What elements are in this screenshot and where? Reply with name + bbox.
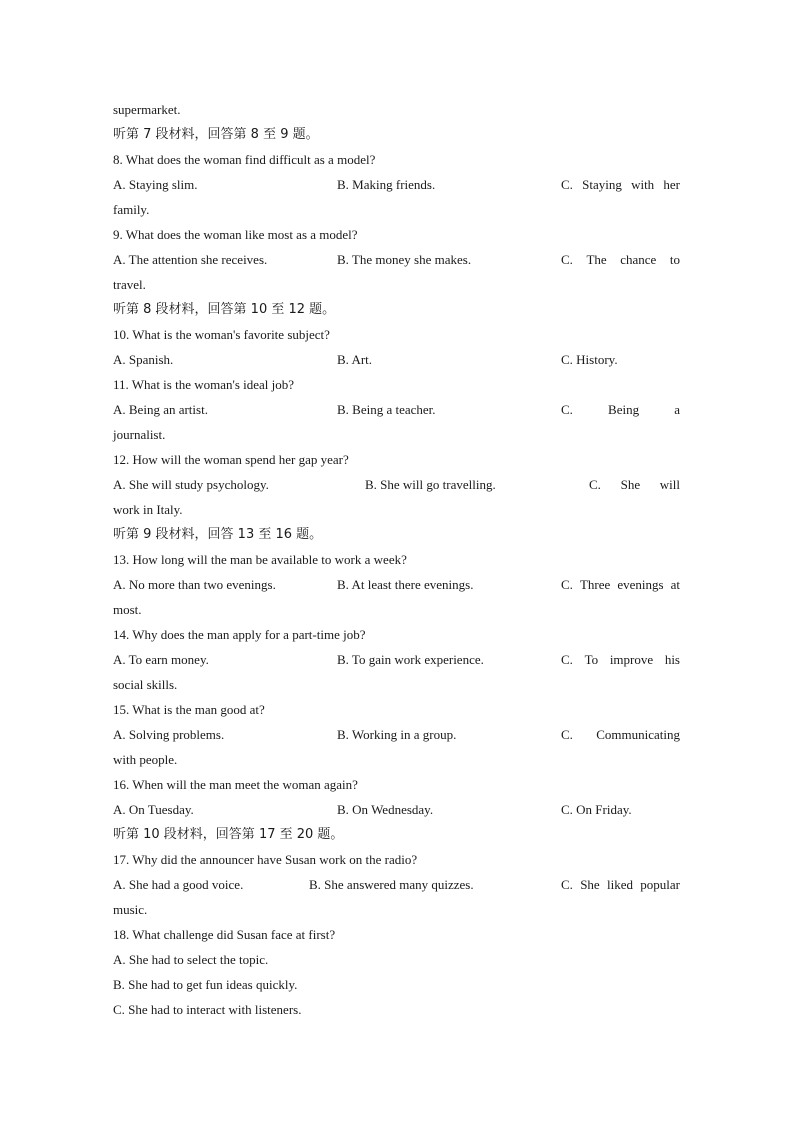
section-heading: 听第 10 段材料，回答第 17 至 20 题。 (113, 827, 344, 842)
option-a: A. Spanish. (113, 352, 174, 367)
option-b: B. She will go travelling. (365, 477, 496, 492)
word: C. (561, 652, 573, 667)
option-continuation: most. (113, 602, 142, 617)
word: Staying (582, 177, 622, 192)
word: The (586, 252, 607, 267)
question-18: 18. What challenge did Susan face at first? (113, 927, 336, 942)
option-b: B. To gain work experience. (337, 652, 484, 667)
option-a: A. Being an artist. (113, 402, 208, 417)
option-b: B. Art. (337, 352, 373, 367)
question-16-options (113, 797, 680, 822)
option-c (561, 247, 680, 272)
option-b: B. Making friends. (337, 177, 436, 192)
word: Three (579, 577, 611, 592)
option-a: A. To earn money. (113, 652, 209, 667)
word: liked (606, 877, 633, 892)
option-c (589, 472, 680, 497)
option-a: A. Solving problems. (113, 727, 225, 742)
option-b: B. She had to get fun ideas quickly. (113, 977, 298, 992)
option-c (561, 647, 680, 672)
option-c: C. History. (561, 352, 618, 367)
option-c (561, 172, 680, 197)
option-a: A. She had to select the topic. (113, 952, 269, 967)
question-15-options (113, 722, 680, 747)
option-continuation: with people. (113, 752, 178, 767)
word: improve (609, 652, 654, 667)
option-c (561, 572, 680, 597)
question-14: 14. Why does the man apply for a part-time job? (113, 627, 366, 642)
question-17: 17. Why did the announcer have Susan work on the radio? (113, 852, 418, 867)
option-a: A. On Tuesday. (113, 802, 194, 817)
option-continuation: work in Italy. (113, 502, 183, 517)
question-8: 8. What does the woman find difficult as a model? (113, 152, 376, 167)
word: C. (561, 252, 573, 267)
option-continuation: travel. (113, 277, 146, 292)
option-a: A. No more than two evenings. (113, 577, 276, 592)
word: C. (561, 727, 573, 742)
option-a: A. She had a good voice. (113, 877, 244, 892)
word: She (580, 877, 600, 892)
question-12: 12. How will the woman spend her gap year? (113, 452, 349, 467)
word: will (659, 477, 680, 492)
question-11-options (113, 397, 680, 422)
word: to (669, 252, 680, 267)
section-heading: 听第 9 段材料，回答 13 至 16 题。 (113, 527, 323, 542)
option-a: A. She will study psychology. (113, 477, 269, 492)
question-16: 16. When will the man meet the woman again? (113, 777, 358, 792)
option-c: C. On Friday. (561, 802, 632, 817)
word: chance (620, 252, 657, 267)
word: her (663, 177, 680, 192)
question-17-options (113, 872, 680, 897)
question-14-options (113, 647, 680, 672)
word: at (670, 577, 680, 592)
word: a (674, 402, 680, 417)
question-8-options (113, 172, 680, 197)
option-b: B. Working in a group. (337, 727, 457, 742)
section-heading: 听第 7 段材料，回答第 8 至 9 题。 (113, 127, 319, 142)
question-11: 11. What is the woman's ideal job? (113, 377, 295, 392)
word: Being (608, 402, 640, 417)
word: popular (640, 877, 680, 892)
question-15: 15. What is the man good at? (113, 702, 265, 717)
word: She (620, 477, 641, 492)
option-b: B. At least there evenings. (337, 577, 474, 592)
word: To (584, 652, 599, 667)
question-9: 9. What does the woman like most as a model? (113, 227, 358, 242)
option-continuation: family. (113, 202, 150, 217)
word: C. (561, 402, 573, 417)
option-b: B. She answered many quizzes. (309, 877, 474, 892)
section-heading: 听第 8 段材料，回答第 10 至 12 题。 (113, 302, 336, 317)
option-continuation: music. (113, 902, 148, 917)
word: evenings (617, 577, 664, 592)
option-b: B. The money she makes. (337, 252, 472, 267)
option-c (561, 397, 680, 422)
question-12-options (113, 472, 680, 497)
question-13: 13. How long will the man be available to work a week? (113, 552, 407, 567)
option-c (561, 872, 680, 897)
question-9-options (113, 247, 680, 272)
question-10: 10. What is the woman's favorite subject? (113, 327, 330, 342)
word: C. (561, 577, 573, 592)
option-continuation: social skills. (113, 677, 178, 692)
option-b: B. Being a teacher. (337, 402, 436, 417)
text-line: supermarket. (113, 102, 181, 117)
option-a: A. Staying slim. (113, 177, 198, 192)
option-c (561, 722, 680, 747)
word: with (631, 177, 655, 192)
document-page (113, 97, 680, 1022)
word: C. (589, 477, 601, 492)
question-10-options (113, 347, 680, 372)
word: his (664, 652, 680, 667)
option-continuation: journalist. (113, 427, 166, 442)
option-a: A. The attention she receives. (113, 252, 268, 267)
question-13-options (113, 572, 680, 597)
option-c: C. She had to interact with listeners. (113, 1002, 302, 1017)
word: C. (561, 177, 573, 192)
option-b: B. On Wednesday. (337, 802, 434, 817)
word: C. (561, 877, 573, 892)
word: Communicating (596, 727, 680, 742)
